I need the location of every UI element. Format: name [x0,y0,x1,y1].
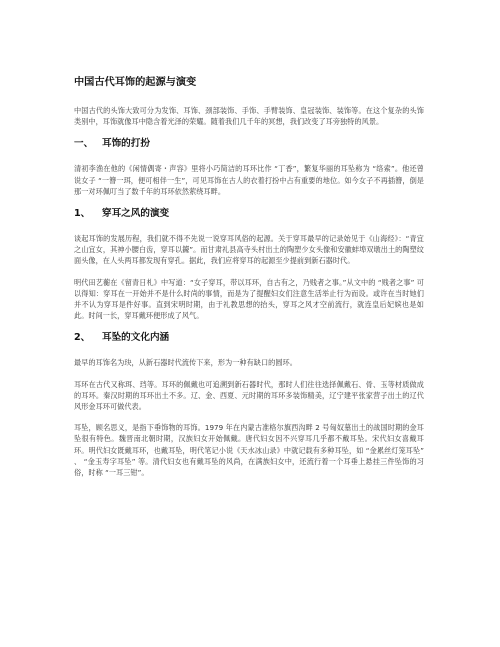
intro-paragraph: 中国古代的头饰大致可分为发饰、耳饰、颈部装饰、手饰、手臂装饰、皇冠装饰、装饰等。在这个复杂的头饰类别中，耳饰就像耳中隐含着光泽的荣耀。随着我们几千年的冥想，我们改变了耳旁独特的风景。 [74,106,424,127]
section-number: 1、 [74,208,91,220]
section-title: 耳坠的文化内涵 [102,332,170,344]
section-number: 一、 [74,138,94,150]
section-heading-3 [74,331,424,344]
section-heading-1 [74,137,424,150]
body-paragraph: 明代田艺蘅在《留青日札》中写道：“女子穿耳，带以耳环，自古有之，乃贱者之事。”从文中的 “贱者之事” 可以得知：穿耳在一开始并不是什么时尚的事情，而是为了提醒妇女们注意生活举止行为而设。或许在当时她们并不认为穿耳是件好事。直到宋明时期，由于礼教思想的抬头，穿耳之风才空前流行，就连皇后妃嫔也是如此。时间一长，穿耳戴环便形成了风气。 [74,277,424,321]
section-title: 耳饰的打扮 [102,138,150,150]
body-paragraph: 最早的耳饰名为玦，从新石器时代流传下来，形为一种有缺口的圆环。 [74,358,297,368]
section-number: 2、 [74,332,91,344]
document-page [74,76,424,488]
body-paragraph: 谈起耳饰的发展历程，我们就不得不先说一说穿耳风俗的起源。关于穿耳最早的记录始见于《山海经》：“青宜之山宜女，其神小腰白齿，穿耳以鐻”。而甘肃礼县高寺头村出土的陶塑少女头像和安徽蚌埠双墩出土的陶塑纹面头像，在人头两耳都发现有穿孔。据此，我们应将穿耳的起源至少提前到新石器时代。 [74,234,424,266]
body-paragraph: 耳环在古代又称珥、珰等。耳环的佩戴也可追溯到新石器时代，那时人们往往选择佩戴石、骨、玉等材质做成的耳环。秦汉时期的耳环出土不多。辽、金、西夏、元时期的耳环多装饰精美，辽宁建平张家营子出土的辽代风形金耳环可做代表。 [74,379,424,412]
document-title: 中国古代耳饰的起源与演变 [74,77,197,88]
body-paragraph: 耳坠，顾名思义，是指下垂饰物的耳饰。1979 年在内蒙古准格尔旗西沟畔 2 号匈奴墓出土的战国时期的金耳坠很有特色。魏晋南北朝时期，汉族妇女开始佩戴。唐代妇女因不兴穿耳几乎都不戴耳坠。宋代妇女喜戴耳环。明代妇女既戴耳环，也戴耳坠，明代笔记小说《天水冰山录》中就记载有多种耳坠，如 “金累丝灯笼耳坠” 、 “金玉寿字耳坠” 等。清代妇女也有戴耳坠的风尚，在满族妇女中，还流行着一个耳垂上悬挂三件坠饰的习俗，时称 “一耳三钳”。 [74,423,424,478]
section-heading-2 [74,207,424,220]
body-paragraph: 清初李渔在他的《闲情偶寄・声容》里将小巧简洁的耳环比作 “丁香”，繁复华丽的耳坠称为 “络索”。他还曾说女子 “一簪一珥，便可相伴一生”，可见耳饰在古人的衣着打扮中占有重要的地位。如今女子不再插簪，倒是那一对环佩叮当了数千年的耳环依然萦绕耳畔。 [74,164,424,196]
section-title: 穿耳之风的演变 [102,208,170,220]
